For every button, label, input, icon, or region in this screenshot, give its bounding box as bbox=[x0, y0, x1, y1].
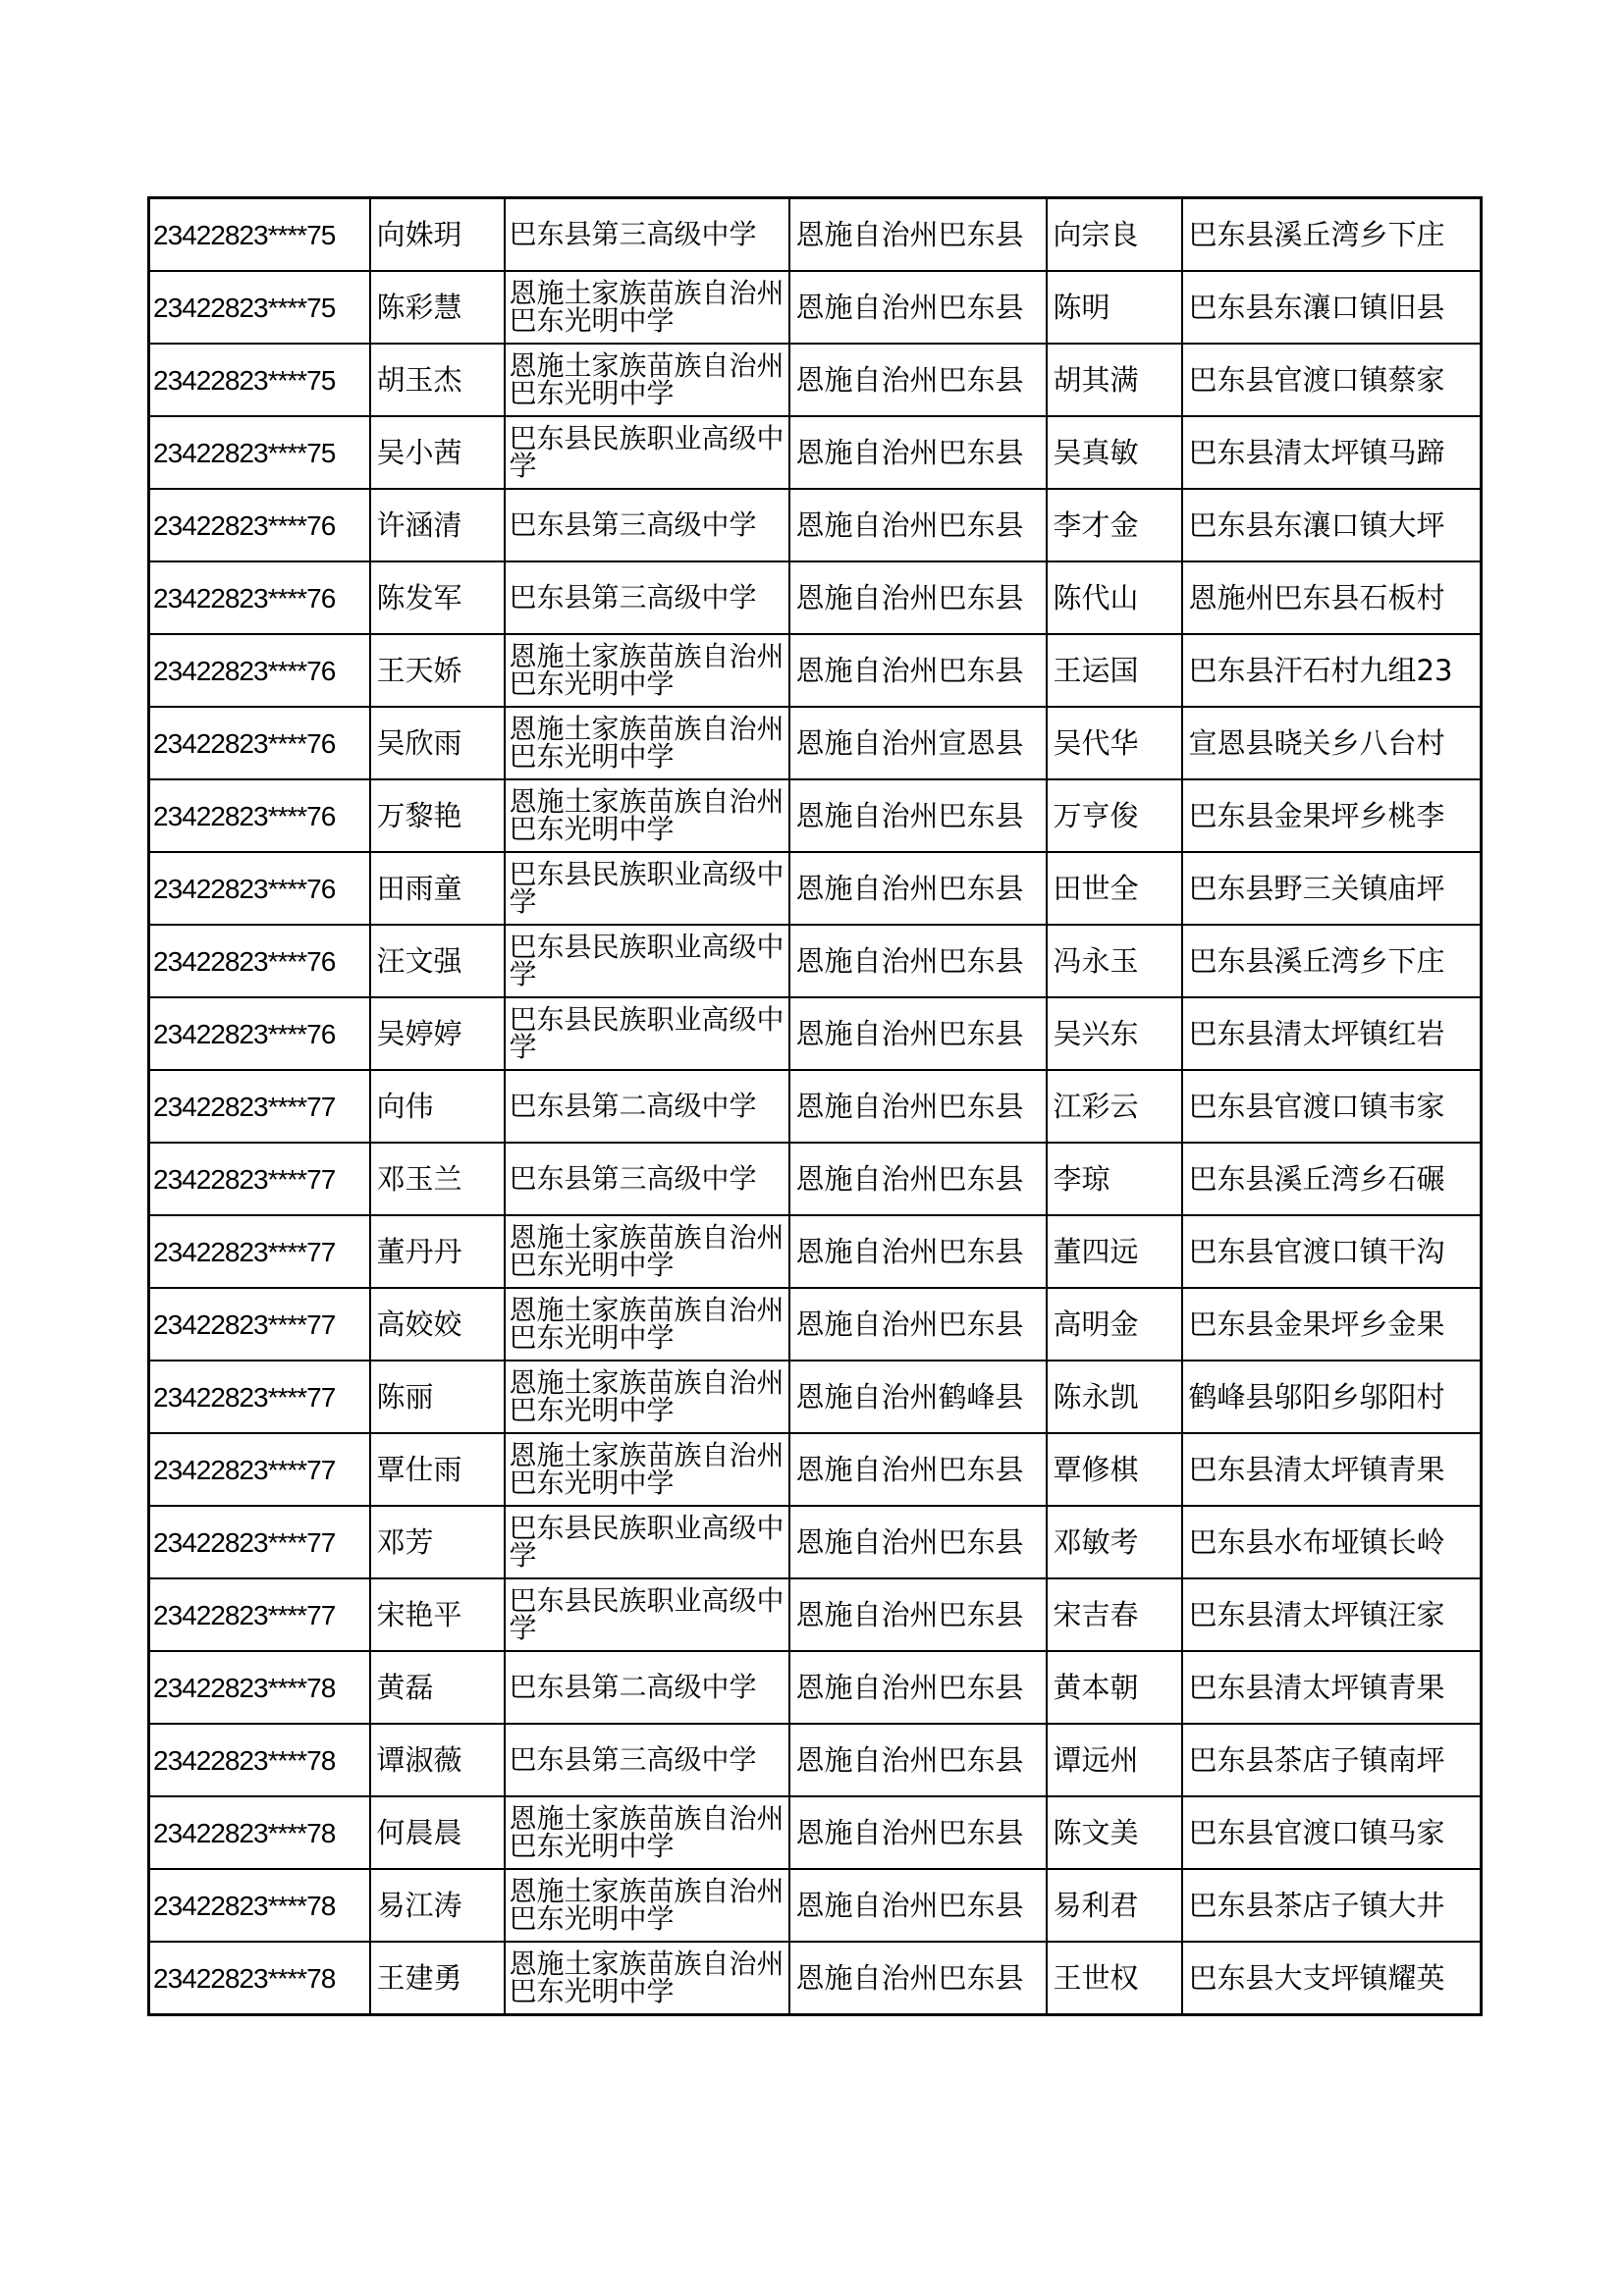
table-row bbox=[149, 1651, 1482, 1724]
guardian-name-cell: 覃修棋 bbox=[1047, 1433, 1182, 1506]
address-cell: 巴东县金果坪乡金果 bbox=[1182, 1288, 1482, 1361]
student-name-cell: 万黎艳 bbox=[370, 779, 505, 852]
guardian-name-cell: 陈文美 bbox=[1047, 1796, 1182, 1869]
student-name-cell: 许涵清 bbox=[370, 489, 505, 561]
student-name-cell: 董丹丹 bbox=[370, 1215, 505, 1288]
school-cell: 巴东县民族职业高级中学 bbox=[505, 1506, 789, 1578]
table-row bbox=[149, 1578, 1482, 1651]
school-cell: 巴东县第三高级中学 bbox=[505, 1143, 789, 1215]
student-name-cell: 邓芳 bbox=[370, 1506, 505, 1578]
region-cell: 恩施自治州巴东县 bbox=[789, 1143, 1047, 1215]
region-cell: 恩施自治州巴东县 bbox=[789, 1869, 1047, 1942]
school-cell: 巴东县第三高级中学 bbox=[505, 1724, 789, 1796]
student-id-cell: 23422823****78 bbox=[149, 1651, 370, 1724]
table-row bbox=[149, 1143, 1482, 1215]
region-cell: 恩施自治州巴东县 bbox=[789, 416, 1047, 489]
address-cell: 巴东县金果坪乡桃李 bbox=[1182, 779, 1482, 852]
guardian-name-cell: 吴真敏 bbox=[1047, 416, 1182, 489]
student-id-cell: 23422823****76 bbox=[149, 561, 370, 634]
student-name-cell: 田雨童 bbox=[370, 852, 505, 925]
school-cell: 恩施土家族苗族自治州巴东光明中学 bbox=[505, 1796, 789, 1869]
region-cell: 恩施自治州巴东县 bbox=[789, 489, 1047, 561]
table-row bbox=[149, 1724, 1482, 1796]
student-name-cell: 吴欣雨 bbox=[370, 707, 505, 779]
address-cell: 巴东县清太坪镇青果 bbox=[1182, 1433, 1482, 1506]
student-id-cell: 23422823****76 bbox=[149, 852, 370, 925]
student-id-cell: 23422823****77 bbox=[149, 1361, 370, 1433]
student-id-cell: 23422823****77 bbox=[149, 1506, 370, 1578]
region-cell: 恩施自治州巴东县 bbox=[789, 779, 1047, 852]
student-name-cell: 易江涛 bbox=[370, 1869, 505, 1942]
region-cell: 恩施自治州鹤峰县 bbox=[789, 1361, 1047, 1433]
student-name-cell: 吴小茜 bbox=[370, 416, 505, 489]
school-cell: 巴东县民族职业高级中学 bbox=[505, 416, 789, 489]
region-cell: 恩施自治州巴东县 bbox=[789, 1651, 1047, 1724]
school-cell: 恩施土家族苗族自治州巴东光明中学 bbox=[505, 634, 789, 707]
guardian-name-cell: 高明金 bbox=[1047, 1288, 1182, 1361]
address-cell: 巴东县东瀼口镇大坪 bbox=[1182, 489, 1482, 561]
region-cell: 恩施自治州巴东县 bbox=[789, 997, 1047, 1070]
guardian-name-cell: 冯永玉 bbox=[1047, 925, 1182, 997]
table-row bbox=[149, 561, 1482, 634]
region-cell: 恩施自治州宣恩县 bbox=[789, 707, 1047, 779]
table-row bbox=[149, 634, 1482, 707]
student-id-cell: 23422823****78 bbox=[149, 1869, 370, 1942]
student-id-cell: 23422823****75 bbox=[149, 198, 370, 272]
student-name-cell: 王建勇 bbox=[370, 1942, 505, 2015]
region-cell: 恩施自治州巴东县 bbox=[789, 1070, 1047, 1143]
table-row bbox=[149, 925, 1482, 997]
address-cell: 巴东县清太坪镇马蹄 bbox=[1182, 416, 1482, 489]
address-cell: 巴东县官渡口镇韦家 bbox=[1182, 1070, 1482, 1143]
student-id-cell: 23422823****77 bbox=[149, 1288, 370, 1361]
table-row bbox=[149, 1942, 1482, 2015]
student-id-cell: 23422823****78 bbox=[149, 1942, 370, 2015]
student-name-cell: 陈发军 bbox=[370, 561, 505, 634]
guardian-name-cell: 吴代华 bbox=[1047, 707, 1182, 779]
student-id-cell: 23422823****76 bbox=[149, 707, 370, 779]
table-row bbox=[149, 1215, 1482, 1288]
address-cell: 巴东县溪丘湾乡下庄 bbox=[1182, 198, 1482, 272]
school-cell: 恩施土家族苗族自治州巴东光明中学 bbox=[505, 1288, 789, 1361]
region-cell: 恩施自治州巴东县 bbox=[789, 1796, 1047, 1869]
address-cell: 巴东县官渡口镇蔡家 bbox=[1182, 344, 1482, 416]
student-name-cell: 汪文强 bbox=[370, 925, 505, 997]
region-cell: 恩施自治州巴东县 bbox=[789, 344, 1047, 416]
address-cell: 巴东县官渡口镇马家 bbox=[1182, 1796, 1482, 1869]
student-id-cell: 23422823****75 bbox=[149, 344, 370, 416]
guardian-name-cell: 陈明 bbox=[1047, 271, 1182, 344]
guardian-name-cell: 宋吉春 bbox=[1047, 1578, 1182, 1651]
guardian-name-cell: 向宗良 bbox=[1047, 198, 1182, 272]
student-name-cell: 向伟 bbox=[370, 1070, 505, 1143]
school-cell: 巴东县第二高级中学 bbox=[505, 1070, 789, 1143]
student-id-cell: 23422823****77 bbox=[149, 1578, 370, 1651]
region-cell: 恩施自治州巴东县 bbox=[789, 1433, 1047, 1506]
table-row bbox=[149, 198, 1482, 272]
table-row bbox=[149, 1433, 1482, 1506]
table-row bbox=[149, 779, 1482, 852]
region-cell: 恩施自治州巴东县 bbox=[789, 1724, 1047, 1796]
table-row bbox=[149, 416, 1482, 489]
table-row bbox=[149, 707, 1482, 779]
student-name-cell: 宋艳平 bbox=[370, 1578, 505, 1651]
student-name-cell: 高姣姣 bbox=[370, 1288, 505, 1361]
region-cell: 恩施自治州巴东县 bbox=[789, 925, 1047, 997]
address-cell: 巴东县野三关镇庙坪 bbox=[1182, 852, 1482, 925]
region-cell: 恩施自治州巴东县 bbox=[789, 1288, 1047, 1361]
school-cell: 恩施土家族苗族自治州巴东光明中学 bbox=[505, 1361, 789, 1433]
region-cell: 恩施自治州巴东县 bbox=[789, 634, 1047, 707]
guardian-name-cell: 邓敏考 bbox=[1047, 1506, 1182, 1578]
address-cell: 巴东县汗石村九组23 bbox=[1182, 634, 1482, 707]
table-row bbox=[149, 489, 1482, 561]
address-cell: 巴东县清太坪镇红岩 bbox=[1182, 997, 1482, 1070]
school-cell: 恩施土家族苗族自治州巴东光明中学 bbox=[505, 1433, 789, 1506]
student-id-cell: 23422823****77 bbox=[149, 1070, 370, 1143]
address-cell: 巴东县水布垭镇长岭 bbox=[1182, 1506, 1482, 1578]
school-cell: 巴东县民族职业高级中学 bbox=[505, 852, 789, 925]
address-cell: 巴东县清太坪镇青果 bbox=[1182, 1651, 1482, 1724]
school-cell: 恩施土家族苗族自治州巴东光明中学 bbox=[505, 1869, 789, 1942]
guardian-name-cell: 万亨俊 bbox=[1047, 779, 1182, 852]
table-row bbox=[149, 1796, 1482, 1869]
student-name-cell: 谭淑薇 bbox=[370, 1724, 505, 1796]
table-row bbox=[149, 1361, 1482, 1433]
address-cell: 鹤峰县邬阳乡邬阳村 bbox=[1182, 1361, 1482, 1433]
school-cell: 巴东县第三高级中学 bbox=[505, 198, 789, 272]
guardian-name-cell: 黄本朝 bbox=[1047, 1651, 1182, 1724]
school-cell: 巴东县民族职业高级中学 bbox=[505, 997, 789, 1070]
student-id-cell: 23422823****76 bbox=[149, 997, 370, 1070]
student-id-cell: 23422823****76 bbox=[149, 489, 370, 561]
region-cell: 恩施自治州巴东县 bbox=[789, 1942, 1047, 2015]
guardian-name-cell: 董四远 bbox=[1047, 1215, 1182, 1288]
guardian-name-cell: 李才金 bbox=[1047, 489, 1182, 561]
guardian-name-cell: 李琼 bbox=[1047, 1143, 1182, 1215]
guardian-name-cell: 陈代山 bbox=[1047, 561, 1182, 634]
student-id-cell: 23422823****78 bbox=[149, 1796, 370, 1869]
student-id-cell: 23422823****75 bbox=[149, 271, 370, 344]
guardian-name-cell: 胡其满 bbox=[1047, 344, 1182, 416]
table-row bbox=[149, 344, 1482, 416]
student-id-cell: 23422823****78 bbox=[149, 1724, 370, 1796]
table-row bbox=[149, 1070, 1482, 1143]
region-cell: 恩施自治州巴东县 bbox=[789, 198, 1047, 272]
student-id-cell: 23422823****77 bbox=[149, 1143, 370, 1215]
student-id-cell: 23422823****77 bbox=[149, 1433, 370, 1506]
guardian-name-cell: 谭远州 bbox=[1047, 1724, 1182, 1796]
school-cell: 巴东县民族职业高级中学 bbox=[505, 925, 789, 997]
student-name-cell: 陈丽 bbox=[370, 1361, 505, 1433]
student-name-cell: 黄磊 bbox=[370, 1651, 505, 1724]
guardian-name-cell: 陈永凯 bbox=[1047, 1361, 1182, 1433]
school-cell: 恩施土家族苗族自治州巴东光明中学 bbox=[505, 779, 789, 852]
address-cell: 巴东县溪丘湾乡下庄 bbox=[1182, 925, 1482, 997]
region-cell: 恩施自治州巴东县 bbox=[789, 1578, 1047, 1651]
student-id-cell: 23422823****77 bbox=[149, 1215, 370, 1288]
school-cell: 恩施土家族苗族自治州巴东光明中学 bbox=[505, 344, 789, 416]
table-row bbox=[149, 271, 1482, 344]
address-cell: 巴东县清太坪镇汪家 bbox=[1182, 1578, 1482, 1651]
student-name-cell: 覃仕雨 bbox=[370, 1433, 505, 1506]
table-row bbox=[149, 1869, 1482, 1942]
address-cell: 恩施州巴东县石板村 bbox=[1182, 561, 1482, 634]
school-cell: 恩施土家族苗族自治州巴东光明中学 bbox=[505, 707, 789, 779]
student-id-cell: 23422823****75 bbox=[149, 416, 370, 489]
region-cell: 恩施自治州巴东县 bbox=[789, 1506, 1047, 1578]
roster-body bbox=[149, 198, 1482, 2015]
address-cell: 巴东县东瀼口镇旧县 bbox=[1182, 271, 1482, 344]
school-cell: 巴东县第三高级中学 bbox=[505, 489, 789, 561]
address-cell: 宣恩县晓关乡八台村 bbox=[1182, 707, 1482, 779]
table-row bbox=[149, 852, 1482, 925]
school-cell: 恩施土家族苗族自治州巴东光明中学 bbox=[505, 1942, 789, 2015]
student-id-cell: 23422823****76 bbox=[149, 634, 370, 707]
school-cell: 恩施土家族苗族自治州巴东光明中学 bbox=[505, 1215, 789, 1288]
student-id-cell: 23422823****76 bbox=[149, 779, 370, 852]
address-cell: 巴东县茶店子镇大井 bbox=[1182, 1869, 1482, 1942]
address-cell: 巴东县溪丘湾乡石碾 bbox=[1182, 1143, 1482, 1215]
table-row bbox=[149, 997, 1482, 1070]
guardian-name-cell: 江彩云 bbox=[1047, 1070, 1182, 1143]
student-name-cell: 王天娇 bbox=[370, 634, 505, 707]
guardian-name-cell: 田世全 bbox=[1047, 852, 1182, 925]
school-cell: 恩施土家族苗族自治州巴东光明中学 bbox=[505, 271, 789, 344]
school-cell: 巴东县第二高级中学 bbox=[505, 1651, 789, 1724]
student-name-cell: 胡玉杰 bbox=[370, 344, 505, 416]
student-name-cell: 陈彩慧 bbox=[370, 271, 505, 344]
student-name-cell: 何晨晨 bbox=[370, 1796, 505, 1869]
student-name-cell: 邓玉兰 bbox=[370, 1143, 505, 1215]
region-cell: 恩施自治州巴东县 bbox=[789, 1215, 1047, 1288]
address-cell: 巴东县茶店子镇南坪 bbox=[1182, 1724, 1482, 1796]
guardian-name-cell: 吴兴东 bbox=[1047, 997, 1182, 1070]
region-cell: 恩施自治州巴东县 bbox=[789, 852, 1047, 925]
student-roster-table bbox=[147, 196, 1483, 2016]
region-cell: 恩施自治州巴东县 bbox=[789, 271, 1047, 344]
student-name-cell: 向姝玥 bbox=[370, 198, 505, 272]
guardian-name-cell: 王运国 bbox=[1047, 634, 1182, 707]
table-row bbox=[149, 1288, 1482, 1361]
address-cell: 巴东县大支坪镇耀英 bbox=[1182, 1942, 1482, 2015]
guardian-name-cell: 易利君 bbox=[1047, 1869, 1182, 1942]
guardian-name-cell: 王世权 bbox=[1047, 1942, 1182, 2015]
school-cell: 巴东县民族职业高级中学 bbox=[505, 1578, 789, 1651]
table-row bbox=[149, 1506, 1482, 1578]
student-name-cell: 吴婷婷 bbox=[370, 997, 505, 1070]
address-cell: 巴东县官渡口镇干沟 bbox=[1182, 1215, 1482, 1288]
school-cell: 巴东县第三高级中学 bbox=[505, 561, 789, 634]
region-cell: 恩施自治州巴东县 bbox=[789, 561, 1047, 634]
student-id-cell: 23422823****76 bbox=[149, 925, 370, 997]
